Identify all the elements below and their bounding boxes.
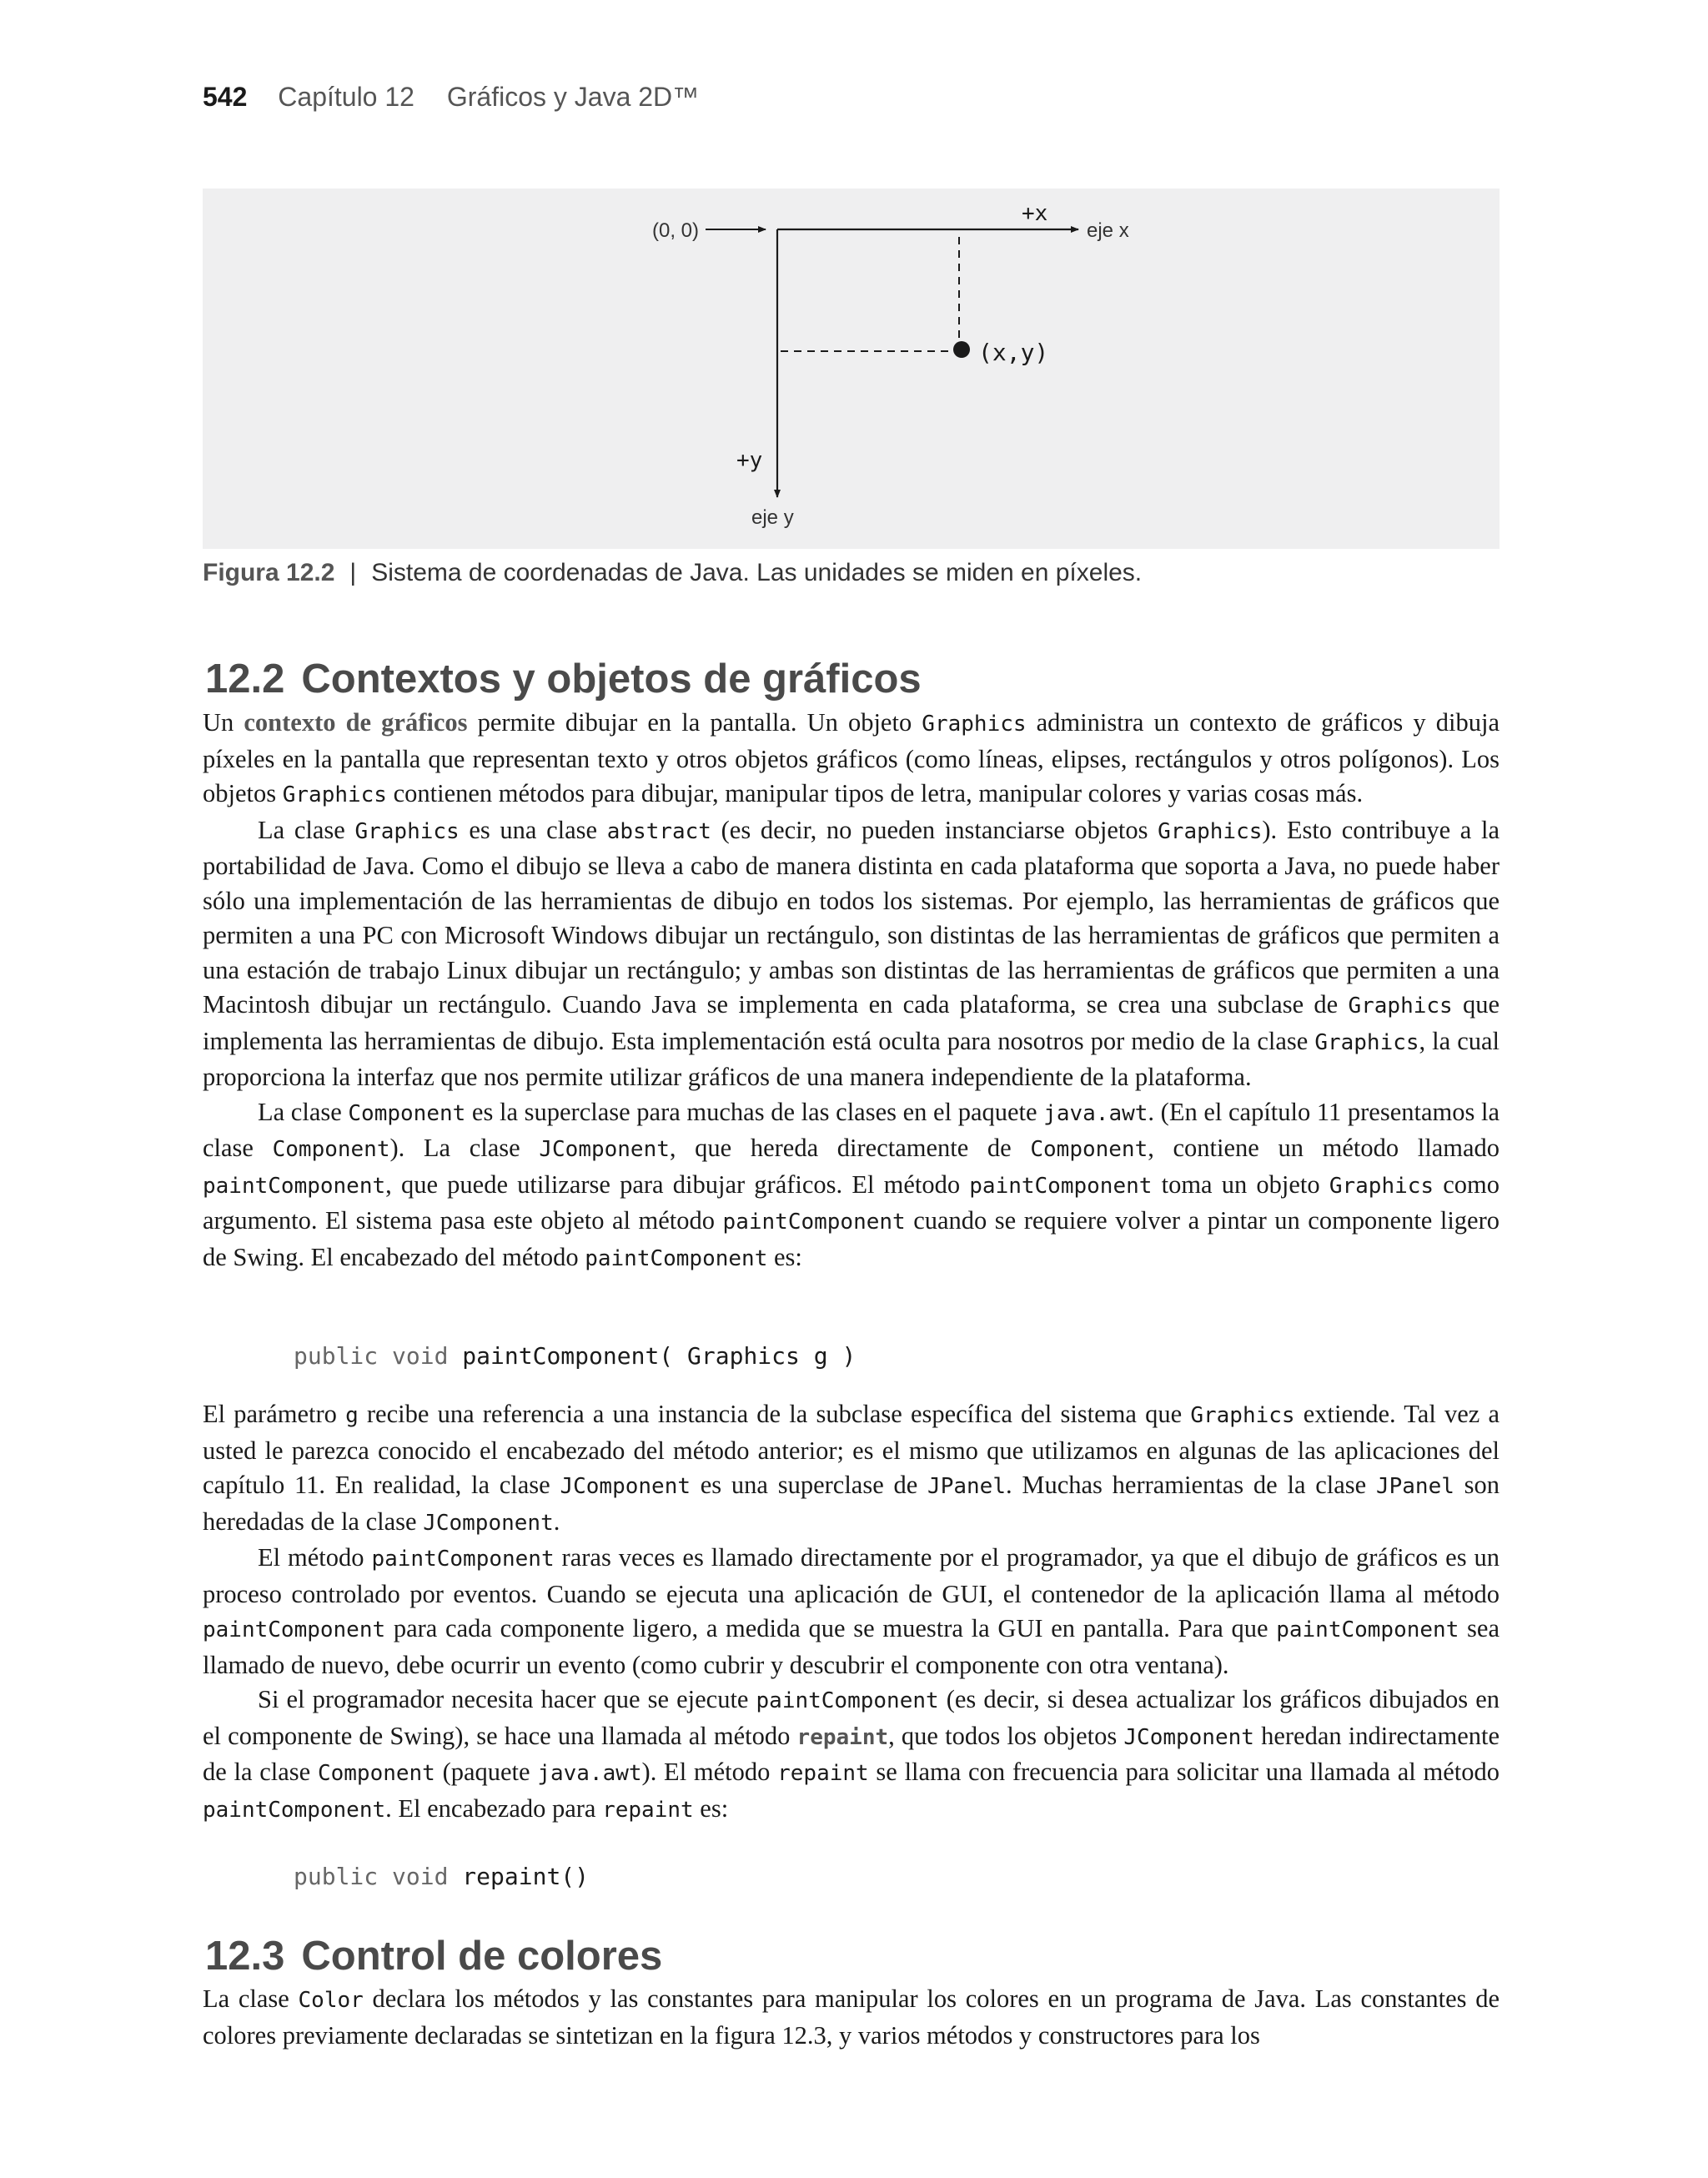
section-title-12-3 [205,1933,662,1979]
chapter-title: Gráficos y Java 2D™ [446,82,700,112]
section-heading: Contextos y objetos de gráficos [301,656,922,702]
code-repaint-header: public void repaint() [294,1863,590,1890]
defined-term-code: repaint [796,1724,889,1750]
paragraph: La clase Component es la superclase para muchas de las clases en el paquete java.awt. (En el capítulo 11 presentamos la clase Component). La clase JComponent, que hereda directamente de Component, contiene un método llamado paintComponent, que puede utilizarse para dibujar gráficos. El método paintComponent toma un objeto Graphics como argumento. El sistema pasa este objeto al método paintComponent cuando se requiere volver a pintar un componente ligero de Swing. El encabezado del método paintComponent es: [203,1097,1500,1271]
code-paintcomponent-header: public void paintComponent( Graphics g ) [294,1342,857,1370]
figure-caption-separator: | [349,559,357,586]
plus-x-label: +x [1022,201,1048,226]
plus-y-label: +y [736,448,763,473]
figure-caption-label: Figura 12.2 [203,559,335,586]
origin-label: (0, 0) [651,219,699,242]
point-label: (x,y) [978,339,1049,366]
section-number: 12.2 [205,656,285,702]
defined-term: contexto de gráficos [244,708,468,737]
section-heading: Control de colores [301,1934,663,1979]
section-12-3-body [203,1982,1500,2053]
coordinate-diagram [203,189,1500,549]
paragraph: La clase Graphics es una clase abstract (es decir, no pueden instanciarse objetos Graphics). Esto contribuye a la portabilidad de Java. Como el dibujo se lleva a cabo de manera distinta en cada plataforma que soporta a Java, no puede haber sólo una implementación de las herramientas de dibujo en todos los sistemas. Por ejemplo, las herramientas de gráficos que permiten a una PC con Microsoft Windows dibujar un rectángulo, son distintas de las herramientas de gráficos que permiten a una estación de trabajo Linux dibujar un rectángulo; y ambas son distintas de las herramientas de gráficos que permiten a una Macintosh dibujar un rectángulo. Cuando Java se implementa en cada plataforma, se crea una subclase de Graphics que implementa las herramientas de dibujo. Esta implementación está oculta para nosotros por medio de la clase Graphics, la cual proporciona la interfaz que nos permite utilizar gráficos de una manera independiente de la plataforma. [203,815,1500,1091]
paragraph: El método paintComponent raras veces es llamado directamente por el programador, ya que el dibujo de gráficos es un proceso controlado por eventos. Cuando se ejecuta una aplicación de GUI, el contenedor de la aplicación llama al método paintComponent para cada componente ligero, a medida que se muestra la GUI en pantalla. Para que paintComponent sea llamado de nuevo, debe ocurrir un evento (como cubrir y descubrir el componente con otra ventana). [203,1543,1500,1679]
x-axis-label: eje x [1087,219,1129,242]
figure-caption-text: Sistema de coordenadas de Java. Las unidades se miden en píxeles. [371,559,1143,586]
point-marker [953,341,970,358]
paragraph: La clase Color declara los métodos y las constantes para manipular los colores en un programa de Java. Las constantes de colores previamente declaradas se sintetizan en la figura 12.3, y varios métodos y constructores para los [203,1984,1500,2050]
coordinate-system-figure [203,189,1500,549]
figure-caption [203,559,1142,587]
section-number: 12.3 [205,1934,285,1979]
section-title-12-2 [205,656,922,702]
paragraph: Un contexto de gráficos permite dibujar en la pantalla. Un objeto Graphics administra un contexto de gráficos y dibuja píxeles en la pantalla que representan texto y otros objetos gráficos (como líneas, elipses, rectángulos y otros polígonos). Los objetos Graphics contienen métodos para dibujar, manipular tipos de letra, manipular colores y varias cosas más. [203,708,1500,807]
paragraph: Si el programador necesita hacer que se ejecute paintComponent (es decir, si desea actualizar los gráficos dibujados en el componente de Swing), se hace una llamada al método repaint, que todos los objetos JComponent heredan indirectamente de la clase Component (paquete java.awt). El método repaint se llama con frecuencia para solicitar una llamada al método paintComponent. El encabezado para repaint es: [203,1685,1500,1823]
section-12-2-body [203,706,1500,1276]
chapter-label: Capítulo 12 [278,82,414,112]
page-number: 542 [203,82,248,112]
paragraph: El parámetro g recibe una referencia a una instancia de la subclase específica del sistema que Graphics extiende. Tal vez a usted le parezca conocido el encabezado del método anterior; es el mismo que utilizamos en algunas de las aplicaciones del capítulo 11. En realidad, la clase JComponent es una superclase de JPanel. Muchas herramientas de la clase JPanel son heredadas de la clase JComponent. [203,1400,1500,1536]
y-axis-label: eje y [751,506,794,529]
running-header [203,82,699,113]
section-12-2-body-continued [203,1397,1500,1828]
